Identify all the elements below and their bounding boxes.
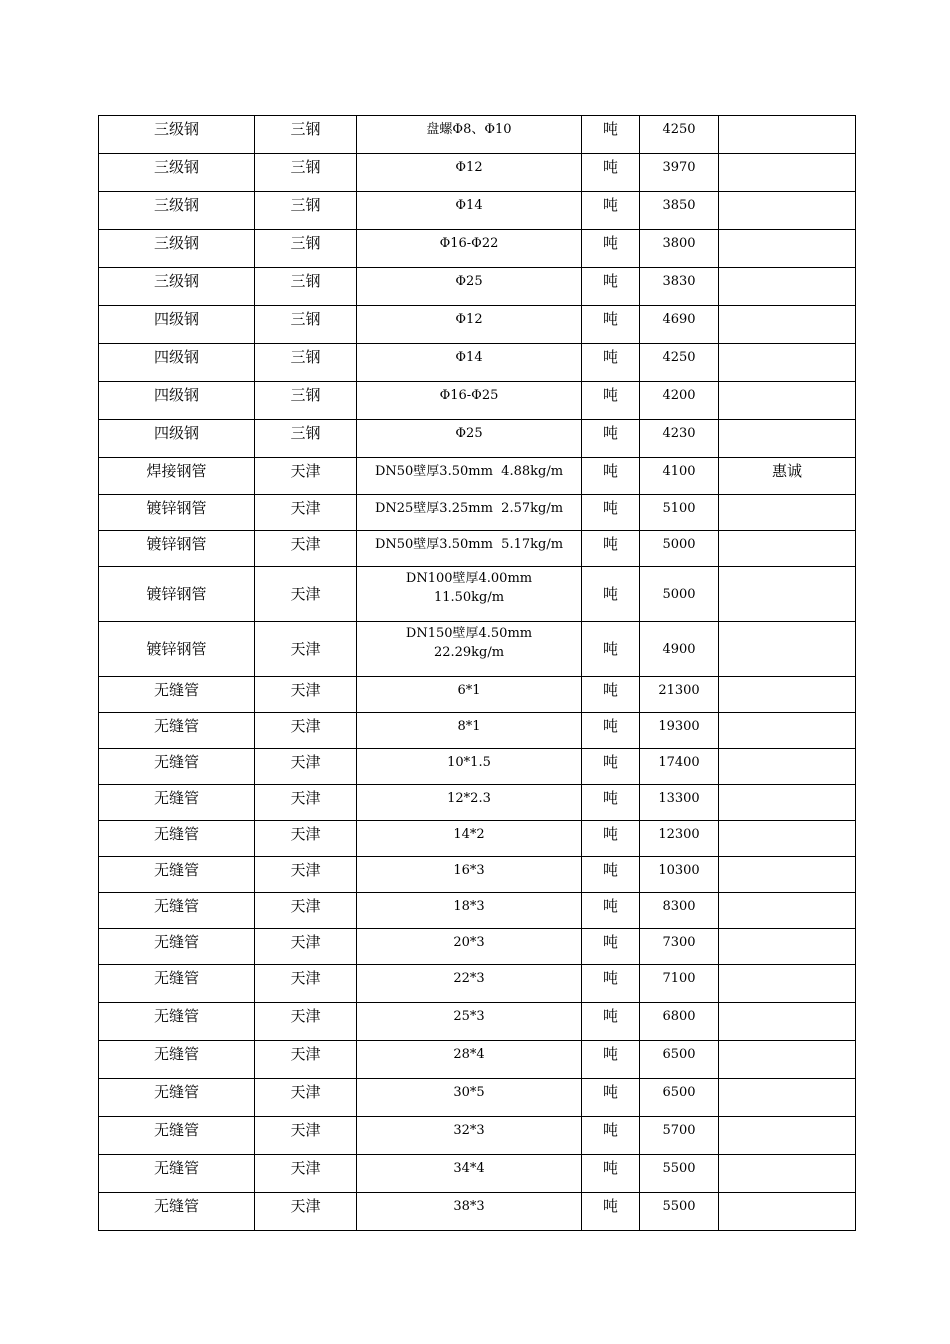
spec-cell [357,622,582,677]
price-cell: 4250 [640,344,719,382]
spec-line: Φ25 [455,426,483,441]
price-cell: 4230 [640,420,719,458]
note-cell [719,344,856,382]
price-cell: 7100 [640,965,719,1003]
origin-cell: 三钢 [255,268,357,306]
note-cell [719,495,856,531]
spec-line: Φ16-Φ25 [439,388,499,403]
origin-cell: 天津 [255,622,357,677]
product-name-cell: 无缝管 [99,1193,255,1231]
note-cell [719,420,856,458]
origin-cell: 三钢 [255,116,357,154]
spec-cell [357,929,582,965]
spec-line: 10*1.5 [447,755,491,770]
unit-cell: 吨 [582,154,640,192]
table-row [99,192,856,230]
product-name-cell: 无缝管 [99,857,255,893]
price-cell: 5100 [640,495,719,531]
price-cell: 4250 [640,116,719,154]
product-name-cell: 无缝管 [99,929,255,965]
price-cell: 10300 [640,857,719,893]
price-cell: 5000 [640,567,719,622]
note-cell [719,192,856,230]
spec-cell [357,567,582,622]
price-cell: 19300 [640,713,719,749]
unit-cell: 吨 [582,1041,640,1079]
spec-cell [357,677,582,713]
spec-line: 16*3 [453,863,485,878]
spec-line: 38*3 [453,1199,485,1214]
spec-cell [357,420,582,458]
price-table [98,115,856,1231]
origin-cell: 天津 [255,749,357,785]
product-name-cell: 无缝管 [99,893,255,929]
table-row [99,713,856,749]
unit-cell: 吨 [582,1079,640,1117]
spec-cell [357,154,582,192]
spec-cell [357,306,582,344]
product-name-cell: 三级钢 [99,192,255,230]
unit-cell: 吨 [582,495,640,531]
note-cell [719,1155,856,1193]
table-row [99,821,856,857]
origin-cell: 天津 [255,929,357,965]
table-row [99,857,856,893]
unit-cell: 吨 [582,268,640,306]
table-row [99,458,856,495]
unit-cell: 吨 [582,1155,640,1193]
spec-cell [357,344,582,382]
product-name-cell: 无缝管 [99,1041,255,1079]
origin-cell: 天津 [255,785,357,821]
unit-cell: 吨 [582,893,640,929]
spec-line: 34*4 [453,1161,485,1176]
table-row [99,1079,856,1117]
spec-cell [357,857,582,893]
table-row [99,154,856,192]
spec-cell [357,1155,582,1193]
note-cell [719,749,856,785]
spec-cell [357,1003,582,1041]
spec-line: 盘螺Φ8、Φ10 [426,122,512,137]
spec-line: 22*3 [453,971,485,986]
spec-cell [357,749,582,785]
product-name-cell: 四级钢 [99,306,255,344]
unit-cell: 吨 [582,965,640,1003]
note-cell [719,622,856,677]
spec-line: 32*3 [453,1123,485,1138]
price-cell: 5500 [640,1155,719,1193]
table-row [99,749,856,785]
table-row [99,567,856,622]
table-row [99,785,856,821]
product-name-cell: 无缝管 [99,965,255,1003]
price-cell: 3830 [640,268,719,306]
price-cell: 4900 [640,622,719,677]
table-row [99,677,856,713]
origin-cell: 天津 [255,458,357,495]
product-name-cell: 焊接钢管 [99,458,255,495]
spec-cell [357,230,582,268]
product-name-cell: 无缝管 [99,785,255,821]
origin-cell: 天津 [255,893,357,929]
note-cell [719,531,856,567]
spec-cell [357,893,582,929]
price-cell: 7300 [640,929,719,965]
spec-cell [357,1193,582,1231]
note-cell [719,230,856,268]
table-row [99,893,856,929]
unit-cell: 吨 [582,929,640,965]
table-row [99,306,856,344]
origin-cell: 三钢 [255,382,357,420]
product-name-cell: 无缝管 [99,1155,255,1193]
spec-line: 22.29kg/m [433,645,505,660]
spec-line: DN50壁厚3.50mm 5.17kg/m [374,537,564,552]
spec-line: DN150壁厚4.50mm [405,626,533,641]
price-cell: 5000 [640,531,719,567]
unit-cell: 吨 [582,531,640,567]
product-name-cell: 四级钢 [99,382,255,420]
unit-cell: 吨 [582,382,640,420]
price-cell: 3970 [640,154,719,192]
spec-cell [357,116,582,154]
price-cell: 21300 [640,677,719,713]
unit-cell: 吨 [582,785,640,821]
spec-cell [357,382,582,420]
unit-cell: 吨 [582,192,640,230]
origin-cell: 三钢 [255,420,357,458]
spec-line: 18*3 [453,899,485,914]
table-row [99,622,856,677]
origin-cell: 天津 [255,567,357,622]
price-cell: 4100 [640,458,719,495]
price-cell: 3800 [640,230,719,268]
origin-cell: 天津 [255,965,357,1003]
spec-line: 6*1 [457,683,481,698]
price-cell: 12300 [640,821,719,857]
spec-line: 20*3 [453,935,485,950]
spec-line: Φ12 [455,160,483,175]
unit-cell: 吨 [582,713,640,749]
product-name-cell: 三级钢 [99,268,255,306]
table-row [99,1155,856,1193]
origin-cell: 三钢 [255,306,357,344]
note-cell [719,1117,856,1155]
unit-cell: 吨 [582,821,640,857]
spec-cell [357,458,582,495]
spec-line: 8*1 [457,719,481,734]
spec-cell [357,1079,582,1117]
spec-line: 30*5 [453,1085,485,1100]
product-name-cell: 无缝管 [99,713,255,749]
product-name-cell: 镀锌钢管 [99,495,255,531]
product-name-cell: 无缝管 [99,1117,255,1155]
note-cell [719,1079,856,1117]
product-name-cell: 无缝管 [99,1079,255,1117]
note-cell [719,116,856,154]
product-name-cell: 无缝管 [99,677,255,713]
origin-cell: 三钢 [255,344,357,382]
table-row [99,420,856,458]
table-row [99,382,856,420]
origin-cell: 三钢 [255,192,357,230]
price-cell: 3850 [640,192,719,230]
product-name-cell: 无缝管 [99,1003,255,1041]
spec-cell [357,965,582,1003]
product-name-cell: 无缝管 [99,821,255,857]
table-row [99,116,856,154]
table-row [99,531,856,567]
origin-cell: 天津 [255,1041,357,1079]
note-cell [719,785,856,821]
table-row [99,344,856,382]
product-name-cell: 四级钢 [99,420,255,458]
unit-cell: 吨 [582,344,640,382]
table-row [99,268,856,306]
price-cell: 17400 [640,749,719,785]
note-cell [719,1003,856,1041]
table-row [99,965,856,1003]
spec-line: 28*4 [453,1047,485,1062]
note-cell: 惠诚 [719,458,856,495]
origin-cell: 天津 [255,1003,357,1041]
unit-cell: 吨 [582,306,640,344]
spec-cell [357,531,582,567]
price-cell: 5500 [640,1193,719,1231]
table-row [99,1041,856,1079]
note-cell [719,965,856,1003]
spec-line: Φ25 [455,274,483,289]
origin-cell: 天津 [255,857,357,893]
note-cell [719,382,856,420]
unit-cell: 吨 [582,1117,640,1155]
table-row [99,929,856,965]
note-cell [719,567,856,622]
price-cell: 6800 [640,1003,719,1041]
spec-line: Φ16-Φ22 [439,236,499,251]
spec-line: DN25壁厚3.25mm 2.57kg/m [374,501,564,516]
note-cell [719,306,856,344]
spec-line: Φ12 [455,312,483,327]
spec-line: Φ14 [455,350,483,365]
table-row [99,1193,856,1231]
spec-cell [357,192,582,230]
table-row [99,1003,856,1041]
note-cell [719,1041,856,1079]
price-cell: 8300 [640,893,719,929]
origin-cell: 天津 [255,677,357,713]
note-cell [719,857,856,893]
spec-line: 12*2.3 [447,791,491,806]
origin-cell: 天津 [255,495,357,531]
spec-line: Φ14 [455,198,483,213]
unit-cell: 吨 [582,1003,640,1041]
product-name-cell: 无缝管 [99,749,255,785]
unit-cell: 吨 [582,857,640,893]
price-table-body [99,116,856,1231]
unit-cell: 吨 [582,677,640,713]
product-name-cell: 四级钢 [99,344,255,382]
spec-cell [357,495,582,531]
spec-line: 25*3 [453,1009,485,1024]
note-cell [719,154,856,192]
price-cell: 4690 [640,306,719,344]
unit-cell: 吨 [582,458,640,495]
note-cell [719,677,856,713]
spec-cell [357,821,582,857]
product-name-cell: 镀锌钢管 [99,622,255,677]
spec-cell [357,1117,582,1155]
note-cell [719,1193,856,1231]
product-name-cell: 三级钢 [99,230,255,268]
spec-cell [357,268,582,306]
product-name-cell: 镀锌钢管 [99,531,255,567]
origin-cell: 天津 [255,1193,357,1231]
product-name-cell: 镀锌钢管 [99,567,255,622]
unit-cell: 吨 [582,1193,640,1231]
unit-cell: 吨 [582,622,640,677]
note-cell [719,929,856,965]
price-cell: 13300 [640,785,719,821]
unit-cell: 吨 [582,420,640,458]
spec-cell [357,713,582,749]
origin-cell: 天津 [255,1079,357,1117]
origin-cell: 天津 [255,821,357,857]
unit-cell: 吨 [582,230,640,268]
origin-cell: 天津 [255,1117,357,1155]
origin-cell: 天津 [255,531,357,567]
note-cell [719,713,856,749]
origin-cell: 三钢 [255,230,357,268]
unit-cell: 吨 [582,749,640,785]
unit-cell: 吨 [582,116,640,154]
spec-line: DN50壁厚3.50mm 4.88kg/m [374,464,564,479]
origin-cell: 天津 [255,1155,357,1193]
spec-line: DN100壁厚4.00mm [405,571,533,586]
origin-cell: 天津 [255,713,357,749]
spec-cell [357,1041,582,1079]
price-cell: 4200 [640,382,719,420]
table-row [99,1117,856,1155]
spec-line: 11.50kg/m [433,590,505,605]
note-cell [719,893,856,929]
origin-cell: 三钢 [255,154,357,192]
table-row [99,495,856,531]
unit-cell: 吨 [582,567,640,622]
price-cell: 5700 [640,1117,719,1155]
note-cell [719,268,856,306]
price-cell: 6500 [640,1079,719,1117]
product-name-cell: 三级钢 [99,154,255,192]
spec-line: 14*2 [453,827,485,842]
price-cell: 6500 [640,1041,719,1079]
table-row [99,230,856,268]
note-cell [719,821,856,857]
spec-cell [357,785,582,821]
product-name-cell: 三级钢 [99,116,255,154]
